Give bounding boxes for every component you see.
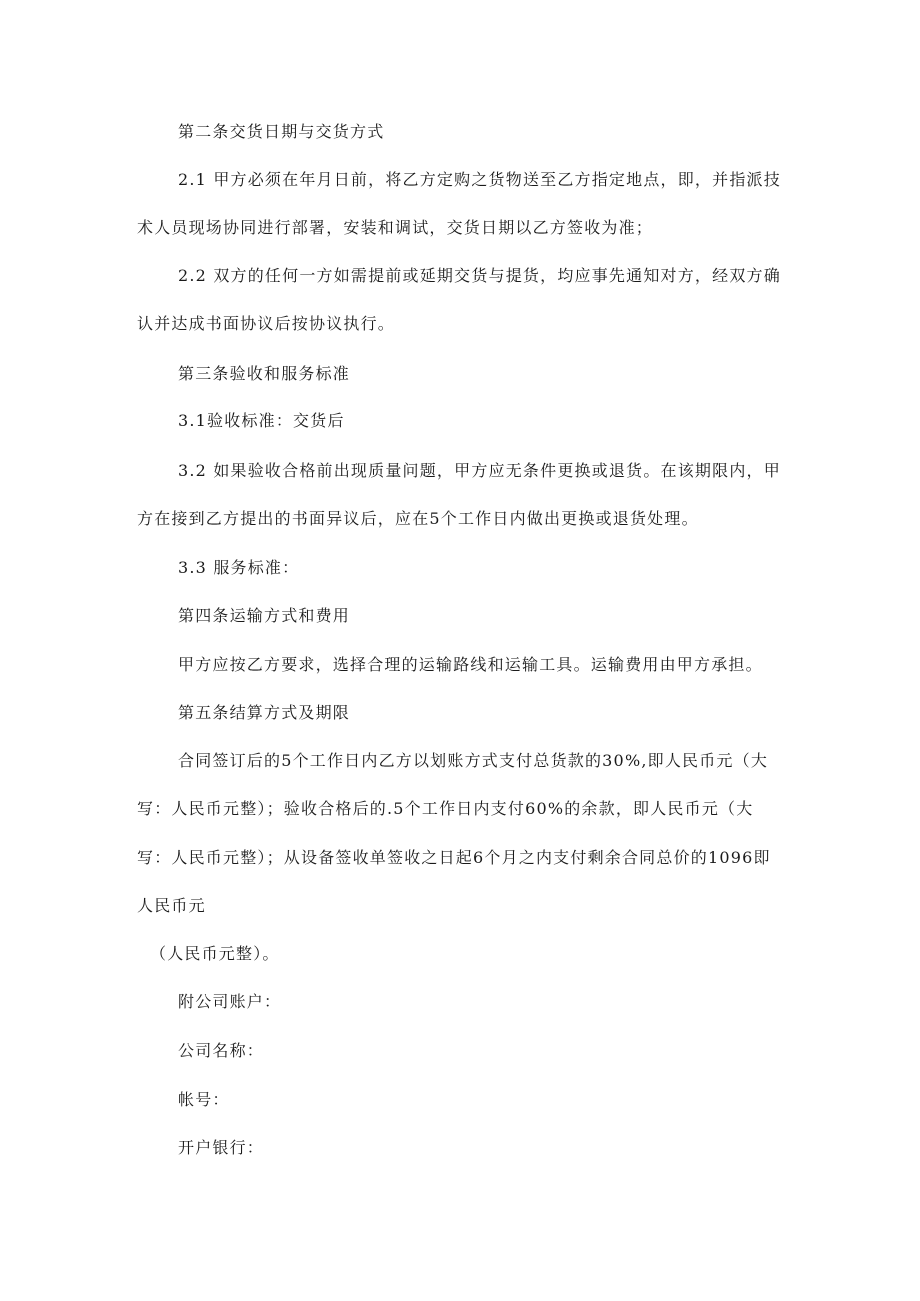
- clause-3-3: 3.3 服务标准：: [178, 558, 300, 577]
- clause-2-1-line-2: 术人员现场协同进行部署，安装和调试，交货日期以乙方签收为准；: [137, 218, 654, 237]
- clause-2-2-line-1: 2.2 双方的任何一方如需提前或延期交货与提货，均应事先通知对方，经双方确: [178, 266, 781, 285]
- article-2-heading: 第二条交货日期与交货方式: [178, 122, 385, 141]
- article-5-body-line-5: （人民币元整）。: [150, 944, 280, 963]
- clause-2-1-line-1: 2.1 甲方必须在年月日前，将乙方定购之货物送至乙方指定地点，即，并指派技: [178, 170, 781, 189]
- company-name-label: 公司名称：: [178, 1041, 265, 1060]
- article-5-body-line-2: 写：人民币元整）；验收合格后的.5个工作日内支付60%的余款，即人民币元（大: [137, 799, 754, 818]
- clause-2-2-line-2: 认并达成书面协议后按协议执行。: [137, 314, 396, 333]
- clause-3-2-line-1: 3.2 如果验收合格前出现质量问题，甲方应无条件更换或退货。在该期限内，甲: [178, 461, 781, 480]
- article-5-body-line-1: 合同签订后的5个工作日内乙方以划账方式支付总货款的30%,即人民币元（大: [178, 751, 769, 770]
- account-number-label: 帐号：: [178, 1090, 230, 1109]
- clause-3-1: 3.1验收标准：交货后: [178, 411, 345, 430]
- account-heading: 附公司账户：: [178, 992, 282, 1011]
- article-3-heading: 第三条验收和服务标准: [178, 364, 351, 383]
- article-5-body-line-4: 人民币元: [137, 896, 206, 915]
- article-5-body-line-3: 写：人民币元整）；从设备签收单签收之日起6个月之内支付剩余合同总价的1096即: [137, 848, 771, 867]
- clause-3-2-line-2: 方在接到乙方提出的书面异议后，应在5个工作日内做出更换或退货处理。: [137, 509, 699, 528]
- article-4-body: 甲方应按乙方要求，选择合理的运输路线和运输工具。运输费用由甲方承担。: [178, 655, 763, 674]
- article-5-heading: 第五条结算方式及期限: [178, 703, 351, 722]
- article-4-heading: 第四条运输方式和费用: [178, 606, 351, 625]
- bank-label: 开户银行：: [178, 1138, 265, 1157]
